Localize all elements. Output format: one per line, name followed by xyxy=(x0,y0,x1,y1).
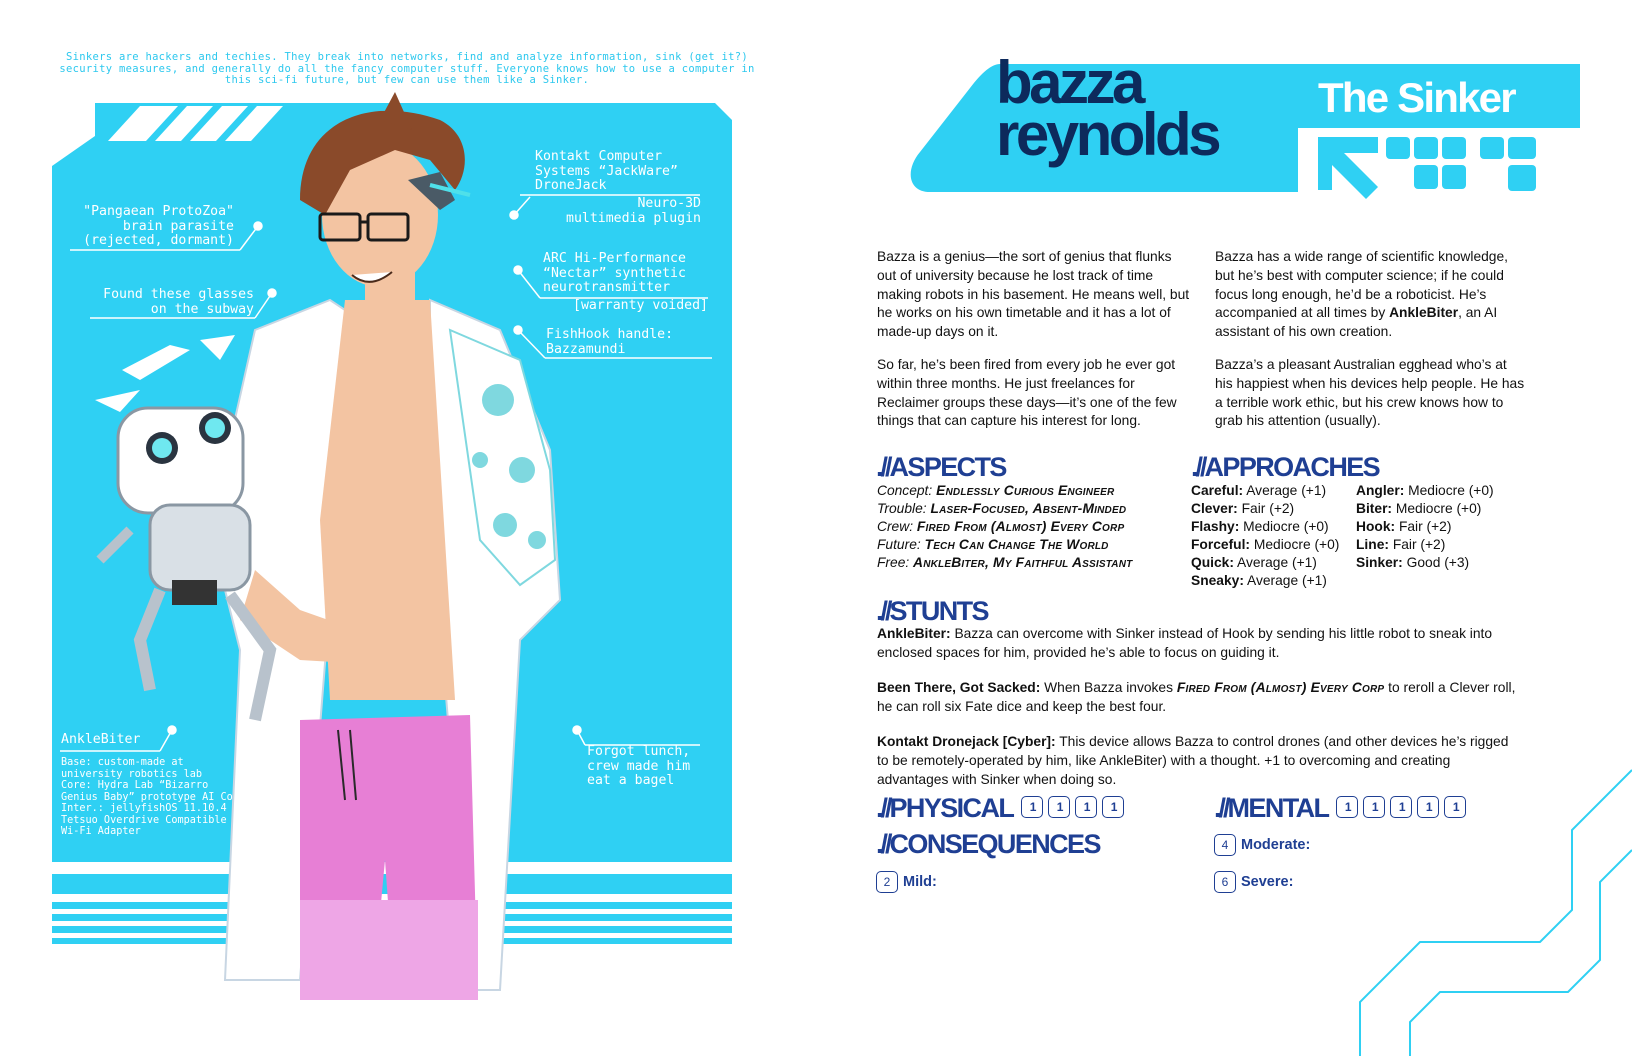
consequence-mild[interactable] xyxy=(876,871,937,893)
approach-flashy: Flashy: Mediocre (+0) xyxy=(1191,519,1329,534)
callout-anklebiter-title: AnkleBiter xyxy=(61,732,141,747)
stunt-been-there: Been There, Got Sacked: When Bazza invokes Fired From (Almost) Every Corp to reroll a Clever roll, he can roll six Fate dice and keep the best four. xyxy=(877,680,1516,714)
mental-box[interactable]: 1 xyxy=(1417,796,1439,818)
physical-box[interactable]: 1 xyxy=(1102,796,1124,818)
aspect-free: Free: AnkleBiter, My Faithful Assistant xyxy=(877,555,1133,570)
moderate-box: 4 xyxy=(1214,834,1236,856)
aspects-list xyxy=(877,482,1132,572)
aspect-concept: Concept: Endlessly Curious Engineer xyxy=(877,483,1115,498)
bio-col2-p1: Bazza has a wide range of scientific knowledge, but he’s best with computer science; if he could focus long enough, he’d be a roboticist. He’s accompanied at all times by AnkleBiter, an AI assistant of his own creation. xyxy=(1215,249,1508,340)
approaches-col2 xyxy=(1356,482,1494,572)
callout-parasite: "Pangaean ProtoZoa" brain parasite (rejected, dormant) xyxy=(83,204,234,248)
aspect-future: Future: Tech Can Change The World xyxy=(877,537,1109,552)
callout-fishhook: FishHook handle: Bazzamundi xyxy=(546,327,674,357)
aspect-crew: Crew: Fired From (Almost) Every Corp xyxy=(877,519,1125,534)
approach-careful: Careful: Average (+1) xyxy=(1191,483,1327,498)
approach-forceful: Forceful: Mediocre (+0) xyxy=(1191,537,1340,552)
stunts-heading: .//STUNTS xyxy=(876,596,988,626)
approach-clever: Clever: Fair (+2) xyxy=(1191,501,1295,516)
approach-line: Line: Fair (+2) xyxy=(1356,537,1446,552)
mild-label: Mild: xyxy=(903,874,937,890)
approach-quick: Quick: Average (+1) xyxy=(1191,555,1317,570)
severe-label: Severe: xyxy=(1241,874,1294,890)
approach-biter: Biter: Mediocre (+0) xyxy=(1356,501,1482,516)
callout-kontakt: Kontakt Computer Systems “JackWare” DroneJack xyxy=(535,149,678,193)
name-last: reynolds xyxy=(996,101,1219,168)
mental-stress: .//MENTAL 1 1 1 1 1 xyxy=(1214,793,1466,823)
callout-glasses: Found these glasses on the subway xyxy=(103,287,254,317)
bio-col1-p2: So far, he’s been fired from every job he ever got within three months. He just freelances for Reclaimer groups these days—it’s one of the few things that can capture his interest for long. xyxy=(877,357,1177,429)
mental-box[interactable]: 1 xyxy=(1363,796,1385,818)
approach-angler: Angler: Mediocre (+0) xyxy=(1356,483,1494,498)
mental-box[interactable]: 1 xyxy=(1444,796,1466,818)
approach-sneaky: Sneaky: Average (+1) xyxy=(1191,573,1327,588)
corner-circuit-lines xyxy=(1340,760,1632,1056)
bio-col2-p2: Bazza’s a pleasant Australian egghead who’s at his happiest when his devices help people. He has a terrible work ethic, but his crew knows how to grab his attention (usually). xyxy=(1215,357,1525,429)
callout-anklebiter-specs: Base: custom-made at university robotics lab Core: Hydra Lab “Bizarro Genius Baby” prototype AI Core Inter.: jellyfishOS 11.10.4 Tetsuo Overdrive Compatible Wi-Fi Adapter xyxy=(61,757,246,837)
callout-neuro: Neuro-3D multimedia plugin xyxy=(566,196,701,226)
name-first: bazza xyxy=(996,49,1142,116)
arrow-up-left-icon xyxy=(1318,137,1536,199)
severe-box: 6 xyxy=(1214,871,1236,893)
archetype-title: The Sinker xyxy=(1318,74,1515,121)
callout-warranty: [warranty voided] xyxy=(573,298,708,313)
callout-lunch: Forgot lunch, crew made him eat a bagel xyxy=(587,744,691,788)
consequences-heading: .//CONSEQUENCES xyxy=(876,829,1100,859)
mental-box[interactable]: 1 xyxy=(1336,796,1358,818)
bio-col1-p1: Bazza is a genius—the sort of genius that flunks out of university because he lost track of time making robots in his basement. He means well, but he works on his own timetable and it has a lot of made-up days on it. xyxy=(877,249,1190,340)
moderate-label: Moderate: xyxy=(1241,837,1311,853)
aspects-heading: .//ASPECTS xyxy=(876,452,1006,482)
approach-hook: Hook: Fair (+2) xyxy=(1356,519,1452,534)
physical-box[interactable]: 1 xyxy=(1048,796,1070,818)
consequence-moderate[interactable] xyxy=(1214,834,1310,856)
callout-arc: ARC Hi-Performance “Nectar” synthetic neurotransmitter xyxy=(543,251,686,295)
anklebiter-name: AnkleBiter xyxy=(1389,305,1459,321)
mild-box: 2 xyxy=(876,871,898,893)
approaches-col1 xyxy=(1191,482,1339,590)
physical-stress: .//PHYSICAL 1 1 1 1 xyxy=(876,793,1124,823)
physical-box[interactable]: 1 xyxy=(1021,796,1043,818)
approaches-heading: .//APPROACHES xyxy=(1191,452,1380,482)
class-intro-text: Sinkers are hackers and techies. They break into networks, find and analyze information, sink (get it?) security measures, and generally do all the fancy computer stuff. Everyone knows how to use a computer in this sci-fi future, but few can use them like a Sinker. xyxy=(59,51,755,86)
consequence-severe[interactable] xyxy=(1214,871,1293,893)
aspect-trouble: Trouble: Laser-Focused, Absent-Minded xyxy=(877,501,1127,516)
approach-sinker: Sinker: Good (+3) xyxy=(1356,555,1470,570)
physical-box[interactable]: 1 xyxy=(1075,796,1097,818)
stunt-anklebiter: AnkleBiter: Bazza can overcome with Sinker instead of Hook by sending his little robot to sneak into enclosed spaces for him, provided he’s able to focus on guiding it. xyxy=(877,626,1493,660)
stunt-kontakt-dronejack: Kontakt Dronejack [Cyber]: This device allows Bazza to control drones (and other devices he’s rigged to be remotely-operated by him, like AnkleBiter) with a thought. +1 to overcoming and creating advantages with Sinker when doing so. xyxy=(877,734,1509,787)
mental-box[interactable]: 1 xyxy=(1390,796,1412,818)
